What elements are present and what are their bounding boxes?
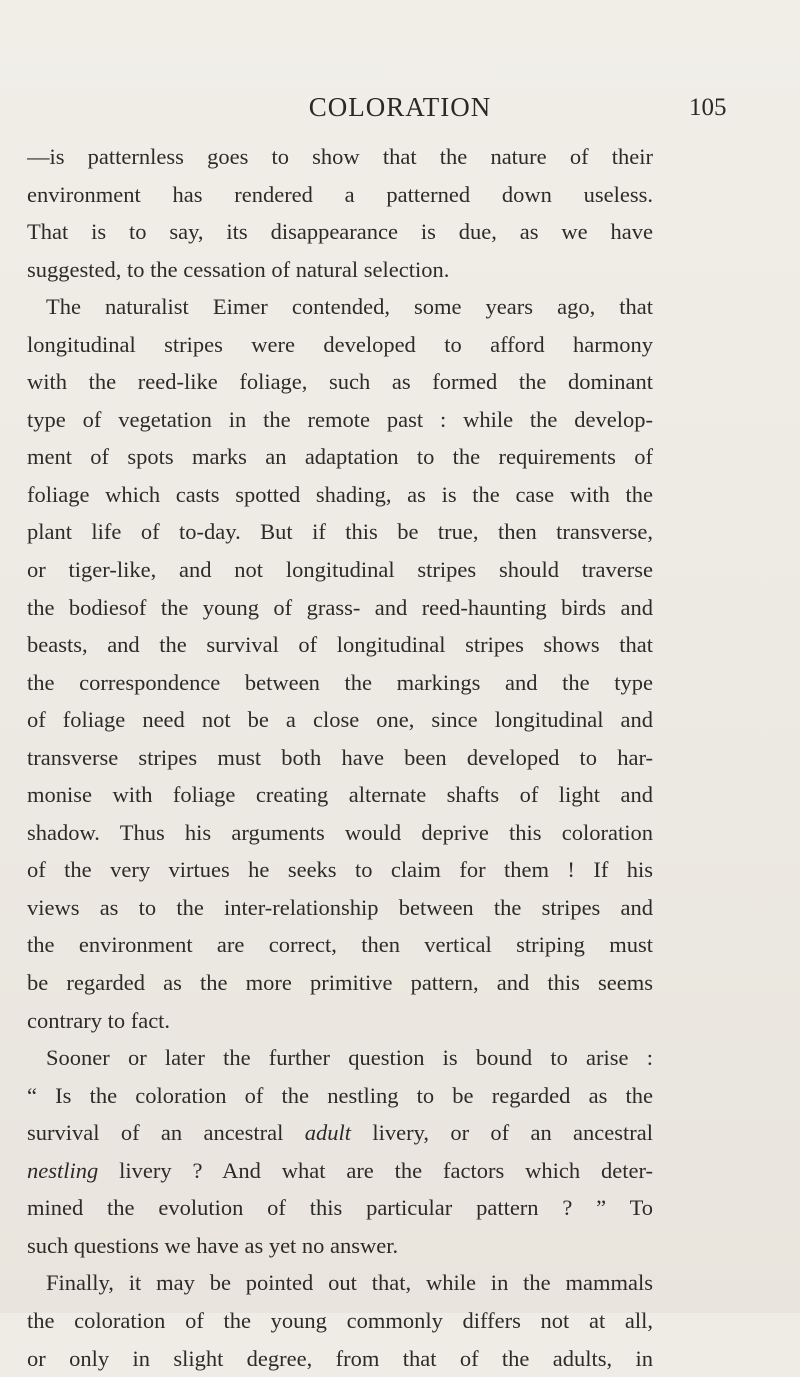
text-line: “ Is the coloration of the nestling to be regarded as the — [27, 1077, 653, 1115]
italic-word: nestling — [27, 1158, 98, 1183]
text-line: foliage which casts spotted shading, as is the case with the — [27, 476, 653, 514]
text-line: mined the evolution of this particular pattern ? ” To — [27, 1189, 653, 1227]
text-line: Finally, it may be pointed out that, while in the mammals — [27, 1264, 653, 1302]
text-line: monise with foliage creating alternate shafts of light and — [27, 776, 653, 814]
text-line: the coloration of the young commonly differs not at all, — [27, 1302, 653, 1340]
text-line — [27, 1114, 653, 1152]
text-line: Sooner or later the further question is bound to arise : — [27, 1039, 653, 1077]
text-line: shadow. Thus his arguments would deprive this coloration — [27, 814, 653, 852]
text-line: the environment are correct, then vertical striping must — [27, 926, 653, 964]
text-line: or tiger-like, and not longitudinal stripes should traverse — [27, 551, 653, 589]
text-line-part: survival of an ancestral — [27, 1120, 283, 1145]
text-line: plant life of to-day. But if this be true, then transverse, — [27, 513, 653, 551]
text-line — [27, 1152, 653, 1190]
text-line: The naturalist Eimer contended, some years ago, that — [27, 288, 653, 326]
text-line: longitudinal stripes were developed to afford harmony — [27, 326, 653, 364]
text-line: with the reed-like foliage, such as formed the dominant — [27, 363, 653, 401]
text-line: the correspondence between the markings and the type — [27, 664, 653, 702]
text-line: contrary to fact. — [27, 1002, 653, 1040]
text-line: such questions we have as yet no answer. — [27, 1227, 653, 1265]
text-line-part: livery ? And what are the factors which deter- — [98, 1158, 653, 1183]
text-line: be regarded as the more primitive pattern, and this seems — [27, 964, 653, 1002]
italic-word: adult — [283, 1120, 351, 1145]
text-line: ment of spots marks an adaptation to the requirements of — [27, 438, 653, 476]
page-header — [0, 92, 800, 132]
body-text — [27, 138, 653, 1377]
text-line: of the very virtues he seeks to claim for them ! If his — [27, 851, 653, 889]
text-line: views as to the inter-relationship between the stripes and — [27, 889, 653, 927]
text-line: beasts, and the survival of longitudinal stripes shows that — [27, 626, 653, 664]
text-line: environment has rendered a patterned down useless. — [27, 176, 653, 214]
text-line: or only in slight degree, from that of the adults, in — [27, 1340, 653, 1377]
text-line: of foliage need not be a close one, since longitudinal and — [27, 701, 653, 739]
page-number: 105 — [689, 94, 727, 122]
text-line: suggested, to the cessation of natural selection. — [27, 251, 653, 289]
text-line: type of vegetation in the remote past : while the develop- — [27, 401, 653, 439]
text-line: That is to say, its disappearance is due, as we have — [27, 213, 653, 251]
text-line: transverse stripes must both have been developed to har- — [27, 739, 653, 777]
text-line: —is patternless goes to show that the nature of their — [27, 138, 653, 176]
running-title: COLORATION — [0, 92, 800, 123]
text-line-part: livery, or of an ancestral — [351, 1120, 653, 1145]
text-line: the bodiesof the young of grass- and reed-haunting birds and — [27, 589, 653, 627]
